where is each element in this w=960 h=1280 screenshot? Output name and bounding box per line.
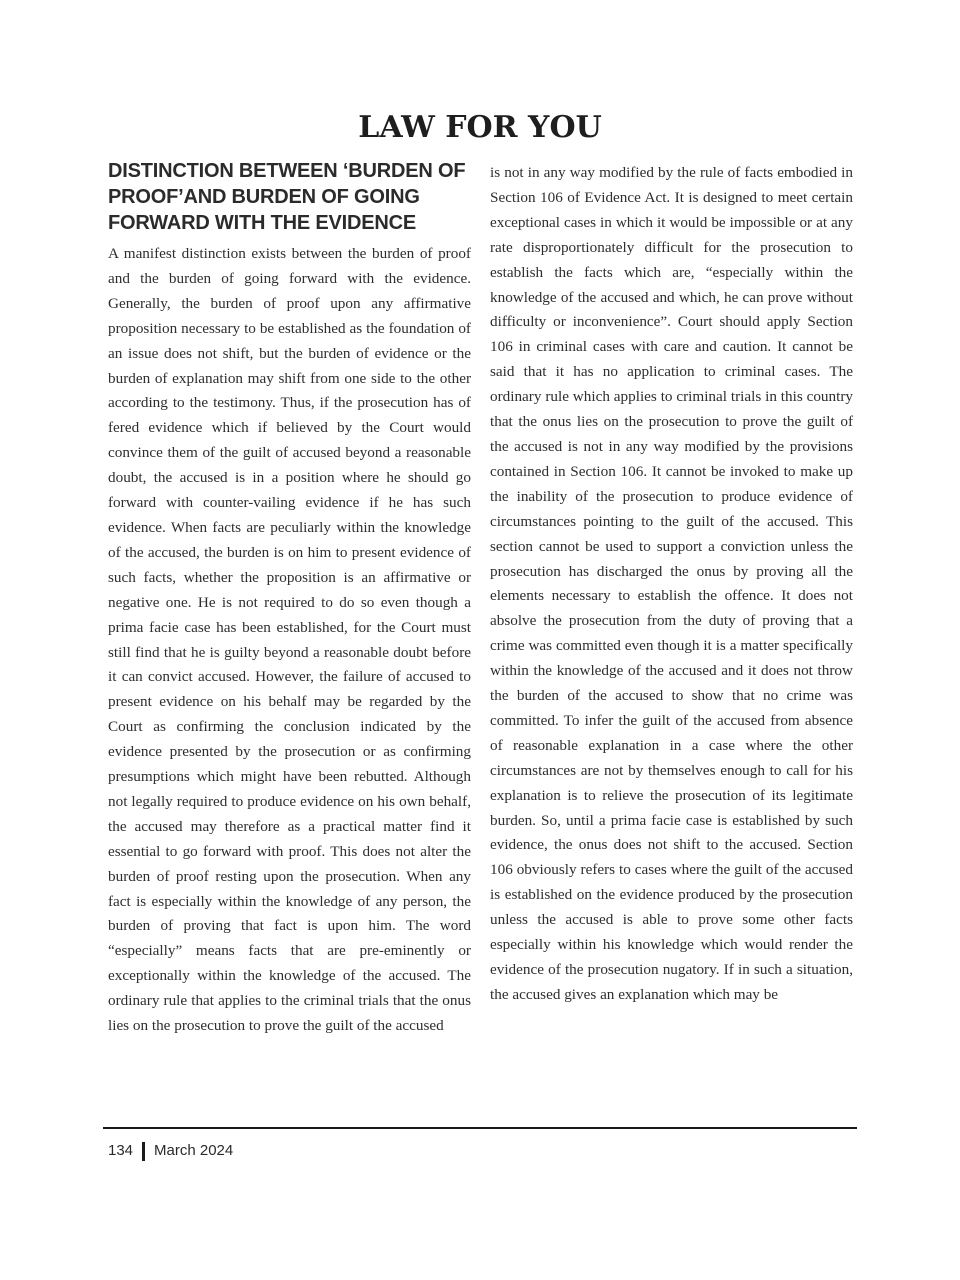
section-heading: DISTINCTION BETWEEN ‘BURDEN OF PROOF’AND BURDEN OF GOING FORWARD WITH THE EVIDENCE [108,160,466,234]
issue-date: March 2024 [154,1142,234,1159]
article-paragraph-left: A manifest distinction exists between the burden of proof and the burden of going forward with the evidence. Generally, the burden of proof upon any affirmative proposition necessary to be established as the foundation of an issue does not shift, but the burden of evidence or the burden of explanation may shift from one side to the other according to the testimony. Thus, if the prosecution has of fered evidence which if believed by the Court would convince them of the guilt of accused beyond a reasonable doubt, the accused is in a position where he should go forward with counter-vailing evidence if he has such evidence. When facts are peculiarly within the knowledge of the accused, the burden is on him to present evidence of such facts, whether the proposition is an affirmative or negative one. He is not required to do so even though a prima facie case has been established, for the Court must still find that he is guilty beyond a reasonable doubt before it can convict accused. However, the failure of accused to present evidence on his behalf may be regarded by the Court as confirming the conclusion indicated by the evidence presented by the prosecution or as confirming presumptions which might have been rebutted. Although not legally required to produce evidence on his own behalf, the accused may therefore as a practical matter find it essential to go forward with proof. This does not alter the burden of proof resting upon the prosecution. When any fact is especially within the knowledge of any person, the burden of proving that fact is upon him. The word “especially” means facts that are pre-eminently or exceptionally within the knowledge of the accused. The ordinary rule that applies to the criminal trials that the onus lies on the prosecution to prove the guilt of the accused [108,245,471,1035]
page-footer [108,1140,233,1162]
page-title: LAW FOR YOU [358,110,602,145]
article-paragraph-right: is not in any way modified by the rule of facts embodied in Section 106 of Evidence Act. It is designed to meet certain exceptional cases in which it would be impossible or at any rate disproportionately difficult for the prosecution to establish the facts which are, “especially within the knowledge of the accused and which, he can prove without difficulty or inconvenience”. Court should apply Section 106 in criminal cases with care and caution. It cannot be said that it has no application to criminal cases. The ordinary rule which applies to criminal trials in this country that the onus lies on the prosecution to prove the guilt of the accused is not in any way modified by the provisions contained in Section 106. It cannot be invoked to make up the inability of the prosecution to produce evidence of circumstances pointing to the guilt of the accused. This section cannot be used to support a conviction unless the prosecution has discharged the onus by proving all the elements necessary to establish the offence. It does not absolve the prosecution from the duty of proving that a crime was committed even though it is a matter specifically within the knowledge of the accused and it does not throw the burden of the accused to show that no crime was committed. To infer the guilt of the accused from absence of reasonable explanation in a case where the other circumstances are not by themselves enough to call for his explanation is to relieve the prosecution of its legitimate burden. So, until a prima facie case is established by such evidence, the onus does not shift to the accused. Section 106 obviously refers to cases where the guilt of the accused is established on the evidence produced by the prosecution unless the accused is able to prove some other facts especially within his knowledge which would render the evidence of the prosecution nugatory. If in such a situation, the accused gives an explanation which may be [490,164,853,1003]
page-number: 134 [108,1142,134,1159]
article-left-column [108,158,471,1039]
footer-separator [142,1142,145,1161]
footer-divider [103,1127,857,1129]
article-right-column [490,161,853,1008]
